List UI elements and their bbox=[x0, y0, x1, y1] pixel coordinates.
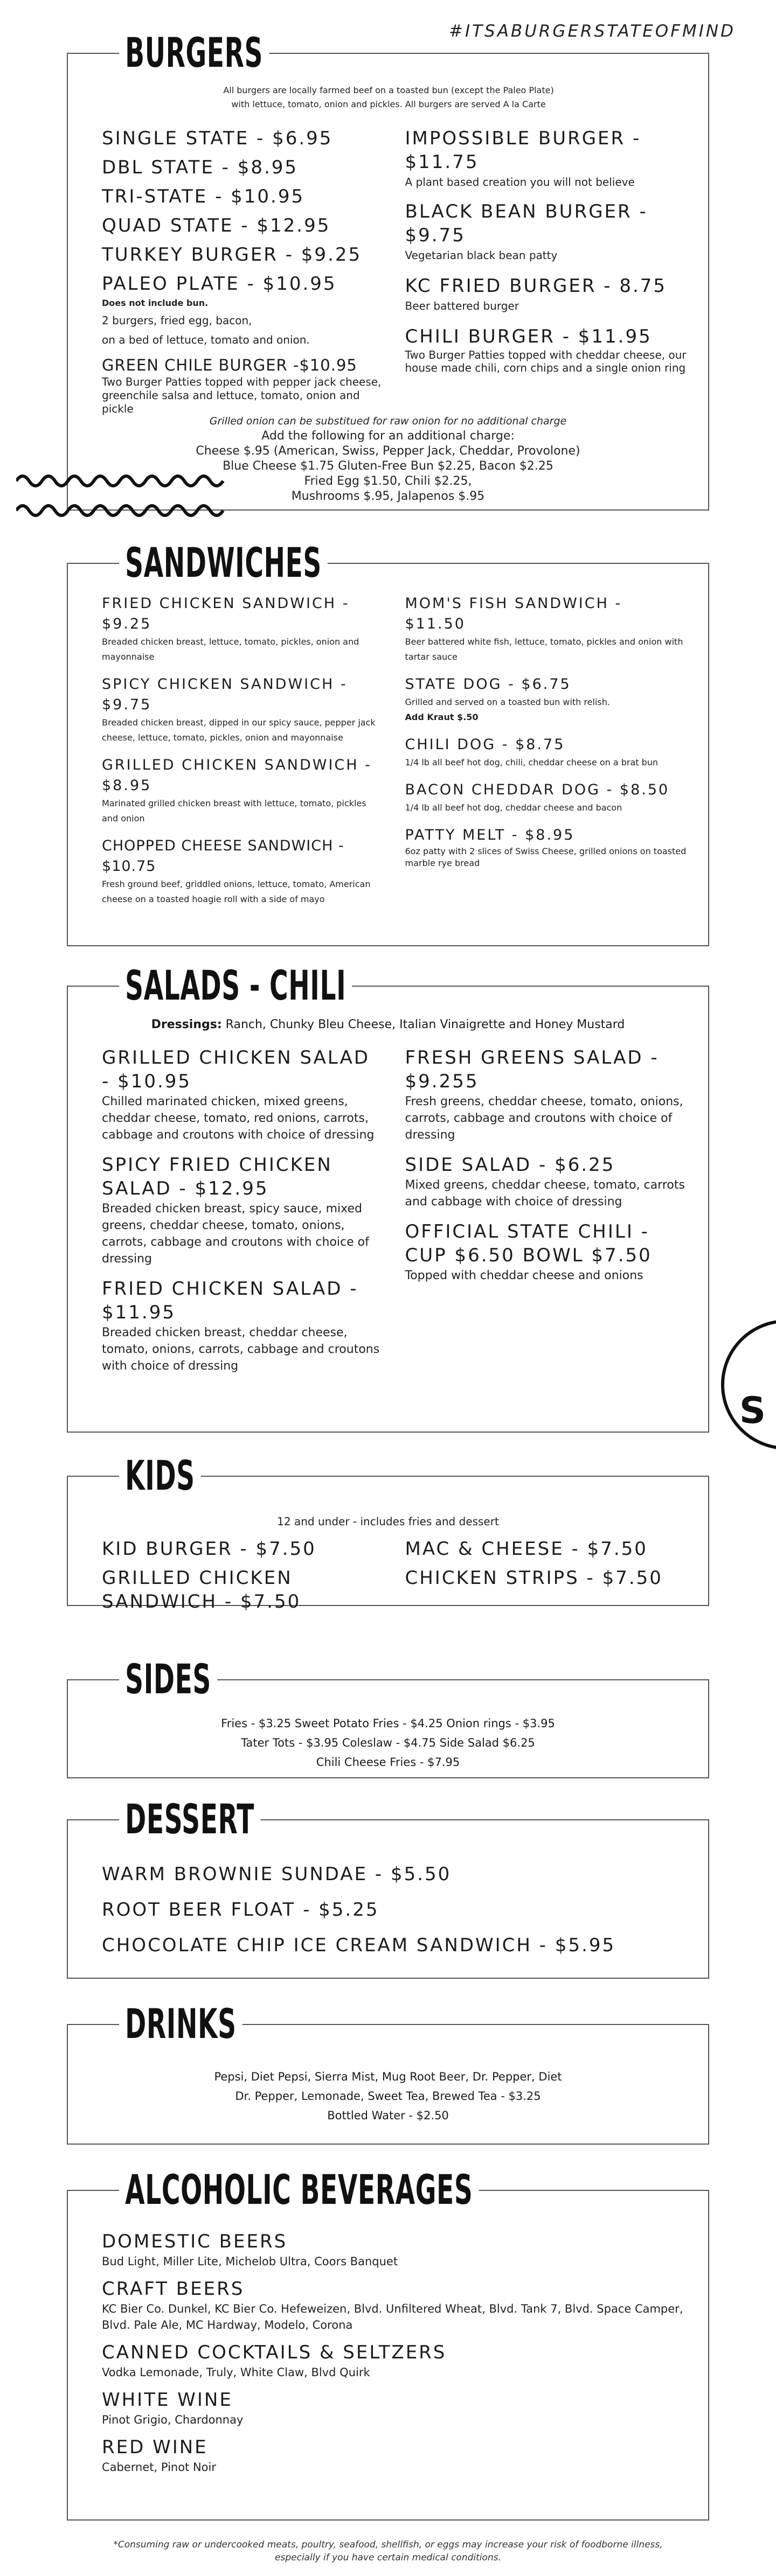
item-name: BACON CHEDDAR DOG - $8.50 bbox=[405, 781, 670, 798]
salads-section bbox=[67, 961, 709, 1433]
menu-item bbox=[102, 156, 384, 179]
burgers-intro-text: All burgers are locally farmed beef on a toasted bun (except the Paleo Plate) with lettuce, tomato, onion and pickles. All burgers are served A la Carte bbox=[223, 85, 554, 109]
menu-item bbox=[102, 2341, 687, 2380]
item-desc: Pinot Grigio, Chardonnay bbox=[102, 2413, 244, 2426]
menu-item bbox=[102, 1153, 384, 1267]
item-name: DBL STATE - $8.95 bbox=[102, 157, 299, 178]
wave-decoration bbox=[16, 467, 232, 527]
menu-item bbox=[405, 674, 687, 725]
dessert-section bbox=[67, 1795, 709, 1979]
menu-item bbox=[102, 355, 384, 416]
item-desc: A plant based creation you will not believe bbox=[405, 176, 635, 189]
dressings-label: Dressings: bbox=[151, 1018, 222, 1031]
burgers-left-column bbox=[102, 127, 384, 425]
sandwiches-left-column bbox=[102, 594, 384, 917]
item-name: CANNED COCKTAILS & SELTZERS bbox=[102, 2342, 447, 2363]
menu-item bbox=[102, 2277, 687, 2333]
drinks-title: DRINKS bbox=[119, 2000, 242, 2048]
sides-list bbox=[68, 1714, 708, 1772]
dressings-line bbox=[68, 1018, 708, 1031]
grilled-onion-note: Grilled onion can be substitued for raw onion for no additional charge bbox=[209, 415, 567, 427]
menu-item bbox=[102, 185, 384, 208]
item-desc: Beer battered white fish, lettuce, tomato, pickles and onion with tartar sauce bbox=[405, 637, 683, 662]
menu-item bbox=[102, 272, 384, 350]
drinks-line: Dr. Pepper, Lemonade, Sweet Tea, Brewed Tea - $3.25 bbox=[235, 2090, 541, 2103]
salads-left-column bbox=[102, 1046, 384, 1384]
item-name: RED WINE bbox=[102, 2437, 208, 2458]
item-name: STATE DOG - $6.75 bbox=[405, 676, 571, 693]
item-desc: Mixed greens, cheddar cheese, tomato, carrots and cabbage with choice of dressing bbox=[405, 1178, 685, 1209]
item-name: CHICKEN STRIPS - $7.50 bbox=[405, 1567, 663, 1589]
item-desc: Two Burger Patties topped with cheddar cheese, our house made chili, corn chips and a single onion ring bbox=[405, 348, 687, 374]
item-desc: 6oz patty with 2 slices of Swiss Cheese, grilled onions on toasted marble rye bread bbox=[405, 846, 687, 868]
burgers-right-column bbox=[405, 127, 687, 425]
addons-line: Fried Egg $1.50, Chili $2.25, bbox=[304, 474, 472, 488]
item-desc: Breaded chicken breast, spicy sauce, mixed greens, cheddar cheese, tomato, onions, carrots, cabbage and croutons with choice of dressing bbox=[102, 1202, 369, 1266]
dessert-title: DESSERT bbox=[119, 1796, 260, 1843]
item-name: IMPOSSIBLE BURGER - $11.75 bbox=[405, 128, 641, 173]
footer-line: *Consuming raw or undercooked meats, poultry, seafood, shellfish, or eggs may increase your risk of foodborne illness, bbox=[113, 2539, 663, 2550]
item-name: CRAFT BEERS bbox=[102, 2278, 245, 2300]
item-name: OFFICIAL STATE CHILI - CUP $6.50 BOWL $7.50 bbox=[405, 1221, 652, 1266]
menu-item bbox=[102, 2388, 687, 2428]
item-name: GRILLED CHICKEN SANDWICH - $8.95 bbox=[102, 757, 372, 794]
menu-item bbox=[102, 1046, 384, 1143]
menu-item bbox=[405, 127, 687, 190]
item-name: DOMESTIC BEERS bbox=[102, 2231, 288, 2252]
item-desc: Fresh ground beef, griddled onions, lettuce, tomato, American cheese on a toasted hoagie roll with a side of mayo bbox=[102, 879, 371, 904]
menu-item bbox=[102, 214, 384, 238]
menu-item bbox=[102, 2435, 687, 2475]
drinks-list bbox=[68, 2067, 708, 2125]
menu-item bbox=[405, 1046, 687, 1143]
item-name: KID BURGER - $7.50 bbox=[102, 1538, 316, 1560]
salads-right-column bbox=[405, 1046, 687, 1384]
item-desc: Bud Light, Miller Lite, Michelob Ultra, Coors Banquet bbox=[102, 2255, 398, 2268]
kids-section bbox=[67, 1451, 709, 1612]
item-name: CHILI BURGER - $11.95 bbox=[405, 326, 652, 347]
sandwiches-title: SANDWICHES bbox=[119, 539, 328, 587]
item-name: SIDE SALAD - $6.25 bbox=[405, 1154, 615, 1176]
menu-item bbox=[102, 836, 384, 907]
item-desc: Vegetarian black bean patty bbox=[405, 249, 558, 262]
item-name: BLACK BEAN BURGER - $9.75 bbox=[405, 201, 648, 246]
item-name: TURKEY BURGER - $9.25 bbox=[102, 244, 362, 266]
item-note: Add Kraut $.50 bbox=[405, 712, 479, 722]
menu-item bbox=[102, 127, 384, 150]
alcohol-title: ALCOHOLIC BEVERAGES bbox=[119, 2166, 479, 2214]
dessert-item: ROOT BEER FLOAT - $5.25 bbox=[102, 1899, 379, 1921]
item-desc: 2 burgers, fried egg, bacon, bbox=[102, 314, 252, 327]
menu-item bbox=[102, 1566, 384, 1614]
item-note: Does not include bun. bbox=[102, 298, 209, 308]
sides-line: Fries - $3.25 Sweet Potato Fries - $4.25 Onion rings - $3.95 bbox=[221, 1717, 555, 1730]
footer-disclaimer bbox=[0, 2538, 776, 2564]
kids-intro: 12 and under - includes fries and dessert bbox=[277, 1515, 499, 1528]
menu-item bbox=[102, 1537, 384, 1561]
alcohol-section bbox=[67, 2166, 709, 2521]
salads-title: SALADS - CHILI bbox=[119, 962, 352, 1009]
menu-item bbox=[405, 200, 687, 263]
item-name: WHITE WINE bbox=[102, 2389, 233, 2411]
sides-line: Tater Tots - $3.95 Coleslaw - $4.75 Side Salad $6.25 bbox=[241, 1736, 535, 1749]
item-name: SPICY FRIED CHICKEN SALAD - $12.95 bbox=[102, 1154, 332, 1199]
addons-line: Blue Cheese $1.75 Gluten-Free Bun $2.25, Bacon $2.25 bbox=[223, 459, 553, 473]
item-name: FRESH GREENS SALAD - $9.255 bbox=[405, 1047, 659, 1092]
item-name: GRILLED CHICKEN SALAD - $10.95 bbox=[102, 1047, 370, 1092]
item-name: GRILLED CHICKEN SANDWICH - $7.50 bbox=[102, 1567, 301, 1612]
item-desc: KC Bier Co. Dunkel, KC Bier Co. Hefeweizen, Blvd. Unfiltered Wheat, Blvd. Tank 7, Blvd. Space Camper, Blvd. Pale Ale, MC Hardway, Modelo, Corona bbox=[102, 2302, 683, 2331]
drinks-line: Bottled Water - $2.50 bbox=[327, 2109, 449, 2122]
item-name: SPICY CHICKEN SANDWICH - $9.75 bbox=[102, 676, 348, 713]
menu-item bbox=[405, 274, 687, 314]
kids-left-column bbox=[102, 1537, 384, 1623]
badge-glyph: S bbox=[739, 1390, 766, 1432]
menu-item bbox=[102, 594, 384, 665]
menu-item bbox=[102, 2230, 687, 2270]
footer-line: especially if you have certain medical conditions. bbox=[275, 2552, 501, 2563]
item-desc: Breaded chicken breast, dipped in our spicy sauce, pepper jack cheese, lettuce, tomato, pickles, onion and mayonnaise bbox=[102, 717, 376, 743]
item-name: QUAD STATE - $12.95 bbox=[102, 215, 331, 236]
burgers-title: BURGERS bbox=[119, 29, 269, 76]
item-desc: on a bed of lettuce, tomato and onion. bbox=[102, 333, 310, 346]
dessert-list bbox=[102, 1862, 615, 1957]
menu-item bbox=[405, 1153, 687, 1210]
item-desc: Cabernet, Pinot Noir bbox=[102, 2461, 216, 2474]
item-name: PATTY MELT - $8.95 bbox=[405, 827, 575, 843]
item-desc: Topped with cheddar cheese and onions bbox=[405, 1269, 643, 1282]
menu-item bbox=[405, 325, 687, 374]
item-name: KC FRIED BURGER - 8.75 bbox=[405, 275, 667, 297]
kids-title: KIDS bbox=[119, 1452, 201, 1499]
item-name: TRI-STATE - $10.95 bbox=[102, 186, 305, 207]
item-desc: Fresh greens, cheddar cheese, tomato, onions, carrots, cabbage and croutons with choice of dressing bbox=[405, 1095, 683, 1142]
menu-item bbox=[405, 594, 687, 665]
item-name: FRIED CHICKEN SALAD - $11.95 bbox=[102, 1278, 358, 1323]
alcohol-list bbox=[102, 2230, 687, 2485]
sandwiches-section bbox=[67, 539, 709, 946]
menu-item bbox=[405, 780, 687, 815]
item-name: MAC & CHEESE - $7.50 bbox=[405, 1538, 648, 1560]
menu-item bbox=[405, 735, 687, 770]
item-name: SINGLE STATE - $6.95 bbox=[102, 128, 333, 149]
menu-item bbox=[405, 1566, 687, 1590]
menu-item bbox=[102, 755, 384, 826]
burgers-intro bbox=[213, 83, 564, 111]
item-name: GREEN CHILE BURGER -$10.95 bbox=[102, 356, 357, 374]
dessert-item: CHOCOLATE CHIP ICE CREAM SANDWICH - $5.95 bbox=[102, 1935, 616, 1956]
sides-line: Chili Cheese Fries - $7.95 bbox=[316, 1756, 460, 1769]
sides-section bbox=[67, 1655, 709, 1778]
drinks-line: Pepsi, Diet Pepsi, Sierra Mist, Mug Root Beer, Dr. Pepper, Diet bbox=[214, 2070, 562, 2083]
sandwiches-right-column bbox=[405, 594, 687, 917]
hashtag: #ITSABURGERSTATEOFMIND bbox=[448, 22, 736, 41]
item-name: CHILI DOG - $8.75 bbox=[405, 736, 565, 753]
item-name: MOM'S FISH SANDWICH - $11.50 bbox=[405, 595, 622, 632]
addons-line: Cheese $.95 (American, Swiss, Pepper Jack, Cheddar, Provolone) bbox=[196, 444, 580, 458]
kids-right-column bbox=[405, 1537, 687, 1623]
item-desc: Two Burger Patties topped with pepper jack cheese, greenchile salsa and lettuce, tomato, onion and pickle bbox=[102, 375, 382, 415]
item-desc: Breaded chicken breast, cheddar cheese, tomato, onions, carrots, cabbage and croutons with choice of dressing bbox=[102, 1326, 380, 1373]
item-desc: 1/4 lb all beef hot dog, chili, cheddar cheese on a brat bun bbox=[405, 757, 659, 767]
menu-item bbox=[405, 1537, 687, 1561]
item-desc: Vodka Lemonade, Truly, White Claw, Blvd Quirk bbox=[102, 2366, 370, 2379]
item-desc: Grilled and served on a toasted bun with relish. bbox=[405, 697, 610, 707]
item-desc: Marinated grilled chicken breast with lettuce, tomato, pickles and onion bbox=[102, 798, 366, 823]
item-desc: Chilled marinated chicken, mixed greens, cheddar cheese, tomato, red onions, carrots, cabbage and croutons with choice of dressing bbox=[102, 1095, 375, 1142]
sides-title: SIDES bbox=[119, 1656, 217, 1703]
drinks-section bbox=[67, 2000, 709, 2145]
item-name: FRIED CHICKEN SANDWICH - $9.25 bbox=[102, 595, 350, 632]
item-name: PALEO PLATE - $10.95 bbox=[102, 273, 337, 295]
menu-item bbox=[405, 1220, 687, 1284]
menu-item bbox=[102, 674, 384, 745]
item-desc: Beer battered burger bbox=[405, 299, 519, 312]
menu-item bbox=[102, 243, 384, 267]
dessert-item: WARM BROWNIE SUNDAE - $5.50 bbox=[102, 1863, 452, 1885]
item-desc: Breaded chicken breast, lettuce, tomato, pickles, onion and mayonnaise bbox=[102, 637, 359, 662]
addons-line: Mushrooms $.95, Jalapenos $.95 bbox=[291, 490, 485, 503]
menu-item bbox=[102, 1277, 384, 1374]
item-desc: 1/4 lb all beef hot dog, cheddar cheese and bacon bbox=[405, 802, 622, 813]
addons-title: Add the following for an additional charge: bbox=[261, 429, 515, 443]
item-name: CHOPPED CHEESE SANDWICH - $10.75 bbox=[102, 837, 344, 875]
dressings-list: Ranch, Chunky Bleu Cheese, Italian Vinaigrette and Honey Mustard bbox=[225, 1018, 625, 1031]
menu-item bbox=[405, 825, 687, 869]
